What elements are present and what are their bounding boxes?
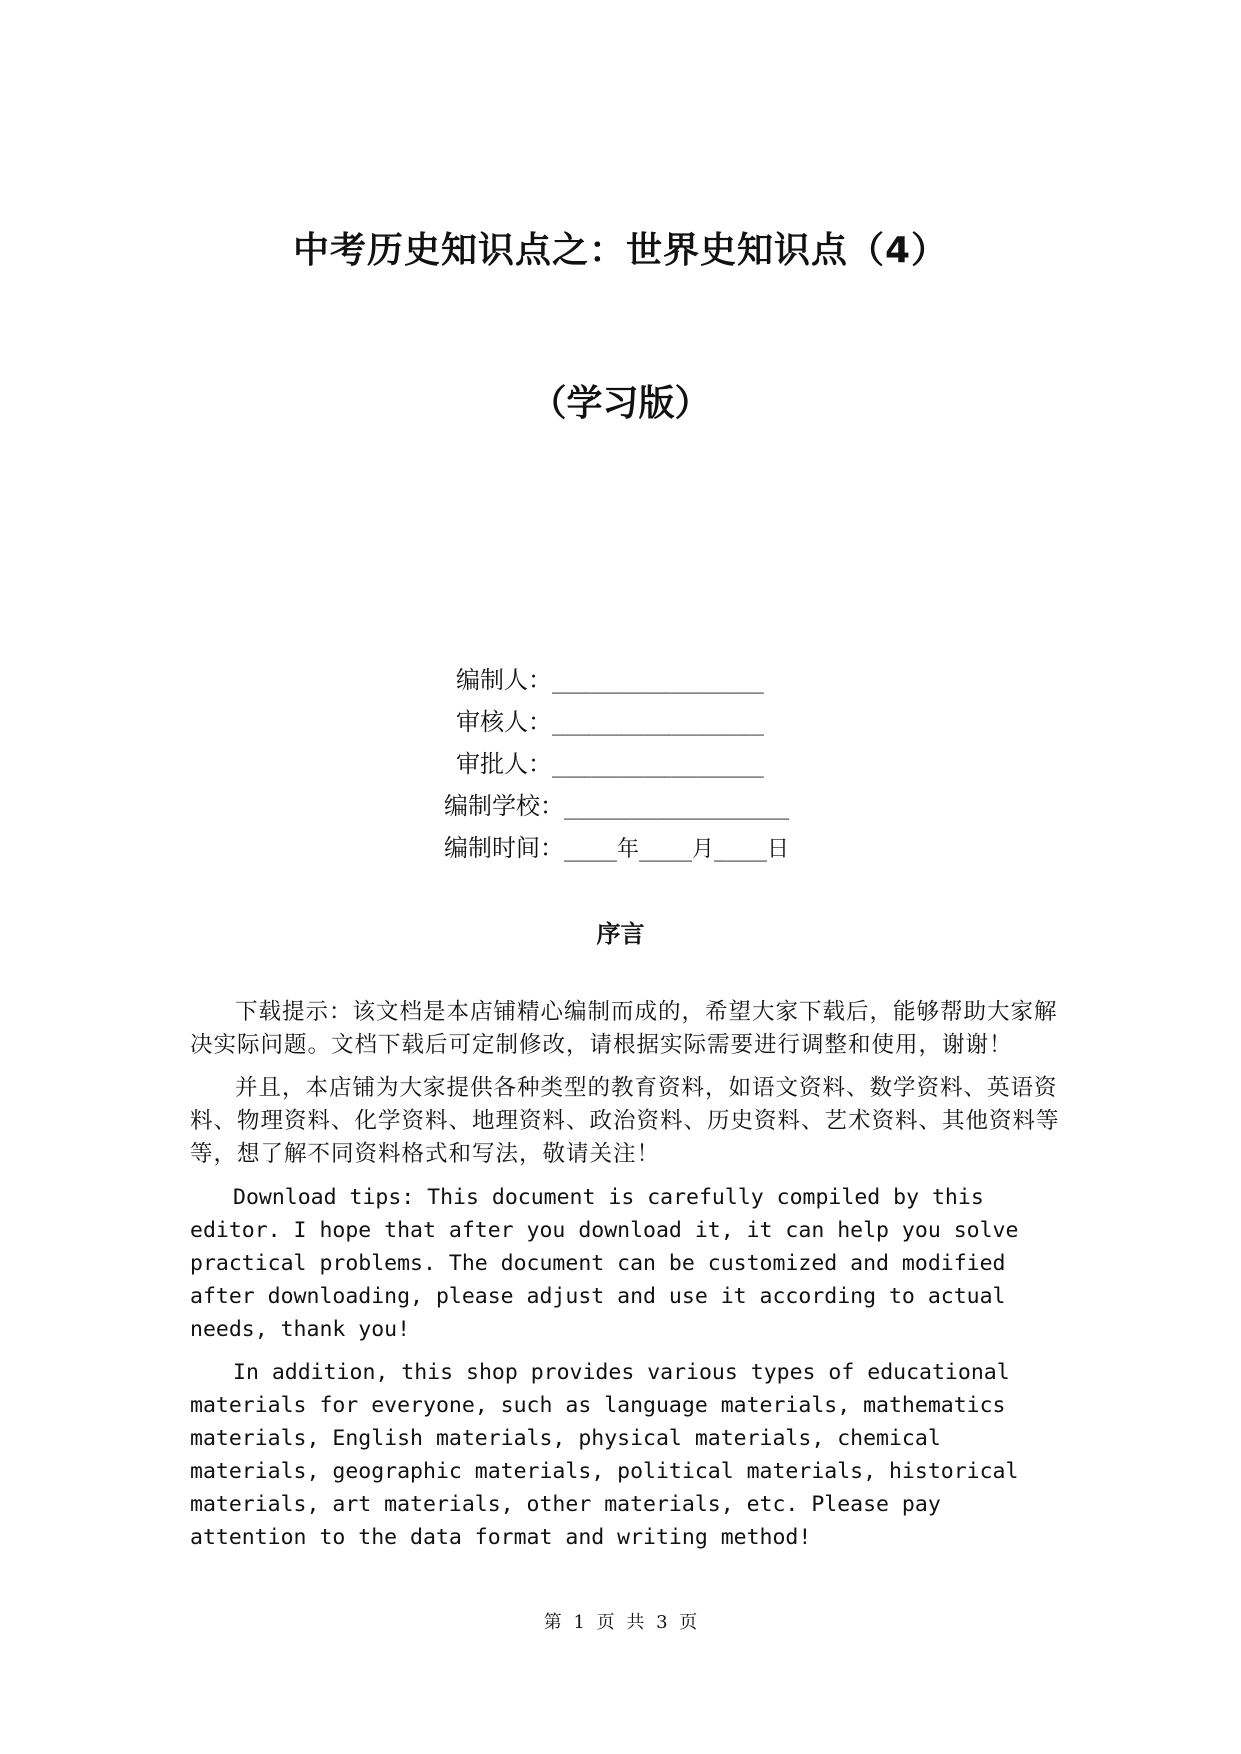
page-footer: 第 1 页 共 3 页 [543,1612,698,1633]
info-label: 编制学校： [444,792,564,820]
paragraph-materials-en: In addition, this shop provides various types of educational materials for everyone, such as language materials, mathematics materials, English materials, physical materials, chemical materials, geographic materials, political materials, historical materials, art materials, other materials, etc. Please pay attention to the data format and writing method! [190,1360,1019,1550]
info-row-approver [456,744,764,784]
document-subtitle: （学习版） [530,383,711,424]
info-row-author [456,660,764,700]
preface-heading: 序言 [596,920,645,948]
info-row-school [444,786,789,826]
info-blank: _________________ [564,795,790,820]
document-title: 中考历史知识点之：世界史知识点（4） [292,230,949,271]
info-blank: ________________ [552,711,764,736]
info-label: 审批人： [456,750,552,778]
info-date-blank: ____年____月____日 [564,837,789,862]
info-blank: ________________ [552,669,764,694]
info-label: 编制人： [456,666,552,694]
info-label: 审核人： [456,708,552,736]
info-blank: ________________ [552,753,764,778]
paragraph-materials-cn: 并且，本店铺为大家提供各种类型的教育资料，如语文资料、数学资料、英语资料、物理资料、化学资料、地理资料、政治资料、历史资料、艺术资料、其他资料等等，想了解不同资料格式和写法，敬请关注！ [190,1075,1060,1167]
info-row-date [444,828,789,868]
info-row-reviewer [456,702,764,742]
preface-body [190,996,1060,1564]
paragraph-download-tip-cn: 下载提示：该文档是本店铺精心编制而成的，希望大家下载后，能够帮助大家解决实际问题。文档下载后可定制修改，请根据实际需要进行调整和使用，谢谢！ [190,999,1058,1058]
info-label: 编制时间： [444,834,564,862]
paragraph-download-tip-en: Download tips: This document is carefully compiled by this editor. I hope that after you download it, it can help you solve practical problems. The document can be customized and modified after downloading, please adjust and use it according to actual needs, thank you! [190,1185,1019,1342]
